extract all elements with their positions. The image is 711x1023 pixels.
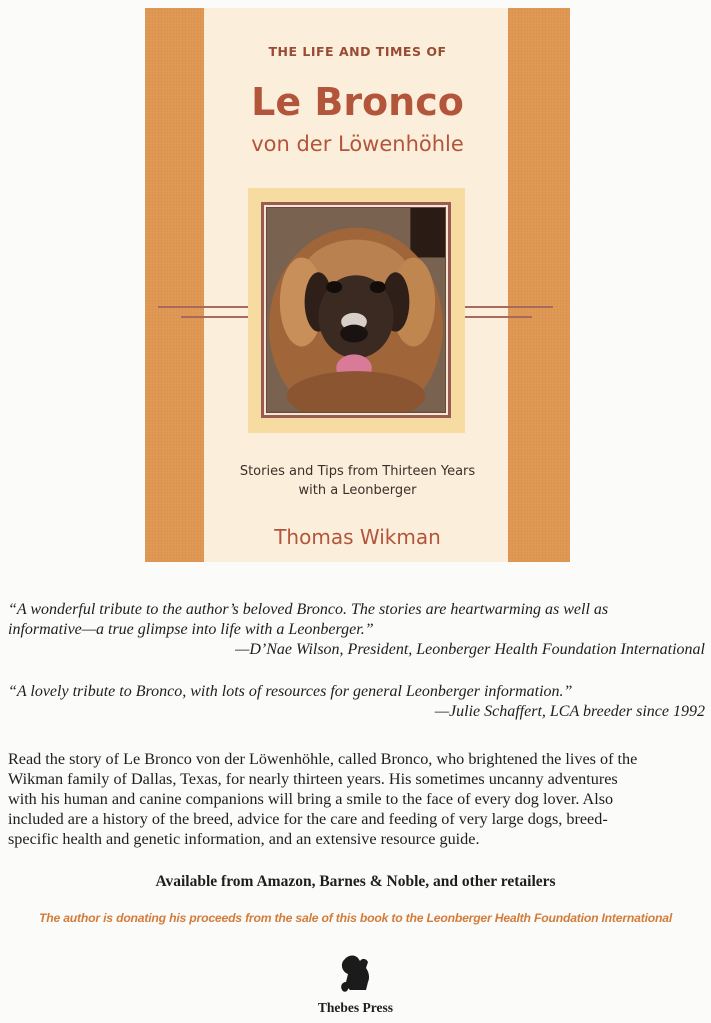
tagline-line: with a Leonberger bbox=[298, 483, 417, 498]
testimonial-quote bbox=[8, 600, 705, 660]
cover-title: Le Bronco bbox=[251, 80, 464, 124]
decorative-rule bbox=[158, 306, 248, 308]
donation-note: The author is donating his proceeds from the sale of this book to the Leonberger Health Foundation International bbox=[38, 911, 673, 925]
book-cover bbox=[145, 8, 570, 562]
decorative-rule bbox=[465, 306, 553, 308]
cover-subtitle: von der Löwenhöhle bbox=[251, 132, 464, 156]
testimonial-quote bbox=[8, 682, 705, 722]
photo-mat bbox=[248, 188, 465, 433]
availability-notice: Available from Amazon, Barnes & Noble, and other retailers bbox=[155, 873, 556, 890]
decorative-rule bbox=[465, 316, 532, 318]
photo-frame bbox=[261, 202, 451, 418]
cover-kicker: THE LIFE AND TIMES OF bbox=[268, 44, 447, 59]
dog-photo bbox=[267, 208, 445, 412]
description-line: Wikman family of Dallas, Texas, for nearly thirteen years. His sometimes uncanny adventures bbox=[8, 770, 618, 788]
sphinx-icon bbox=[336, 952, 376, 994]
decorative-rule bbox=[181, 316, 248, 318]
description-line: specific health and genetic information, and an extensive resource guide. bbox=[8, 830, 480, 848]
description-line: with his human and canine companions will bring a smile to the face of every dog lover. Also bbox=[8, 790, 614, 808]
cover-author: Thomas Wikman bbox=[274, 525, 441, 549]
description-line: Read the story of Le Bronco von der Löwenhöhle, called Bronco, who brightened the lives of the bbox=[8, 750, 638, 768]
cover-tagline bbox=[145, 462, 570, 500]
description-line: included are a history of the breed, advice for the care and feeding of very large dogs, breed- bbox=[8, 810, 608, 828]
quote-line: informative—a true glimpse into life with a Leonberger.” bbox=[8, 621, 374, 638]
quote-line: “A lovely tribute to Bronco, with lots of resources for general Leonberger information.” bbox=[8, 683, 573, 700]
publisher-name: Thebes Press bbox=[317, 1000, 394, 1015]
book-description bbox=[8, 749, 708, 849]
quote-attribution: —D’Nae Wilson, President, Leonberger Health Foundation International bbox=[235, 641, 705, 658]
quote-line: “A wonderful tribute to the author’s beloved Bronco. The stories are heartwarming as well as bbox=[8, 601, 609, 618]
quote-attribution: —Julie Schaffert, LCA breeder since 1992 bbox=[434, 703, 705, 720]
tagline-line: Stories and Tips from Thirteen Years bbox=[239, 464, 476, 479]
